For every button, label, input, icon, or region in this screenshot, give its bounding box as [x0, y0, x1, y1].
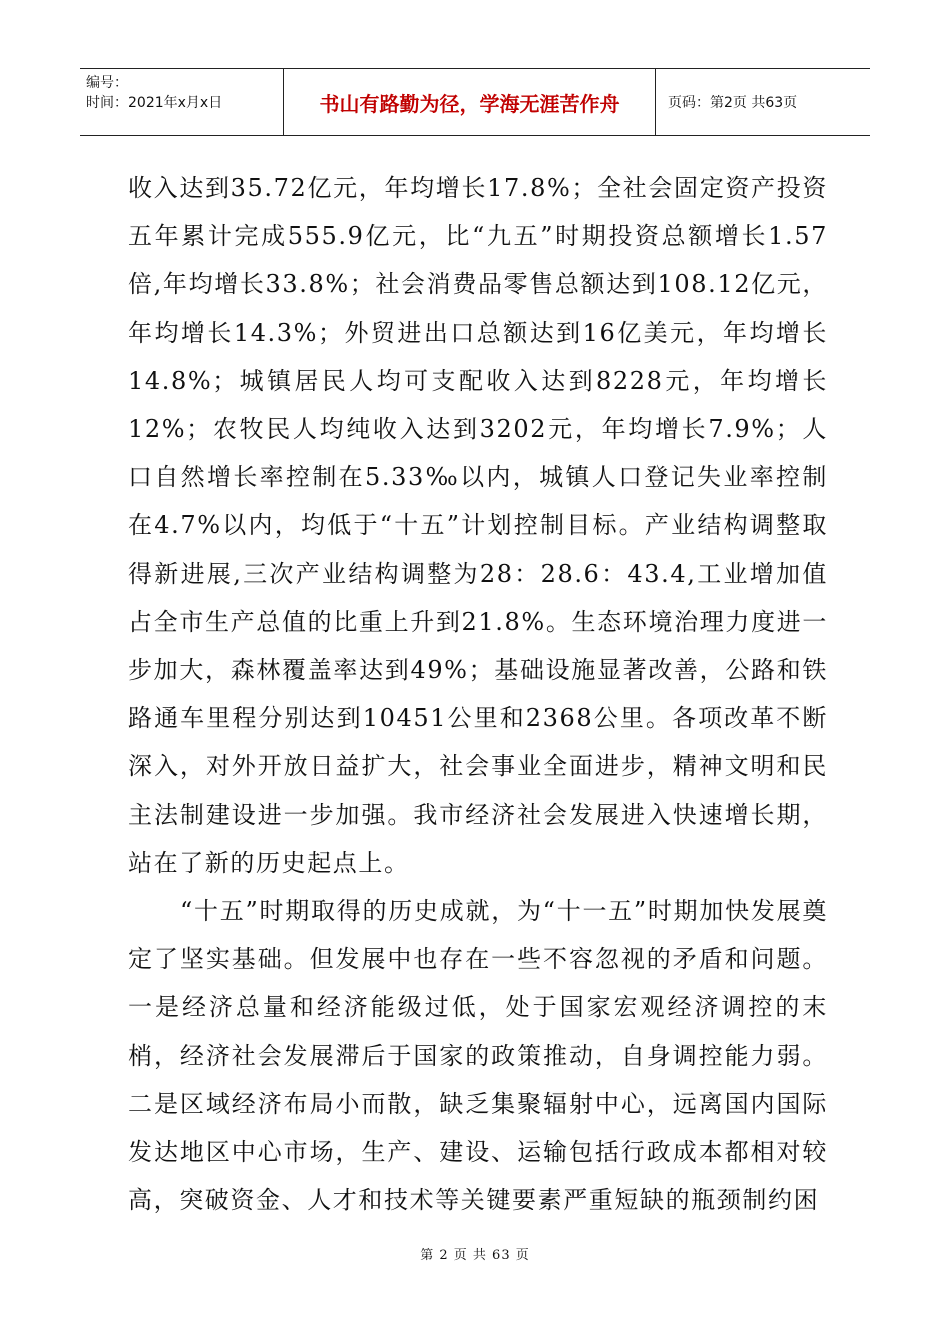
header-page-info: 页码：第2页 共63页 [668, 95, 798, 111]
paragraph-continued: 收入达到35.72亿元，年均增长17.8%；全社会固定资产投资五年累计完成555.9亿元，比“九五”时期投资总额增长1.57倍,年均增长33.8%；社会消费品零售总额达到108.12亿元，年均增长14.3%；外贸进出口总额达到16亿美元，年均增长14.8%；城镇居民人均可支配收入达到8228元，年均增长12%；农牧民人均纯收入达到3202元，年均增长7.9%；人口自然增长率控制在5.33‰以内，城镇人口登记失业率控制在4.7%以内，均低于“十五”计划控制目标。产业结构调整取得新进展,三次产业结构调整为28：28.6：43.4,工业增加值占全市生产总值的比重上升到21.8%。生态环境治理力度进一步加大，森林覆盖率达到49%；基础设施显著改善，公路和铁路通车里程分别达到10451公里和2368公里。各项改革不断深入，对外开放日益扩大，社会事业全面进步，精神文明和民主法制建设进一步加强。我市经济社会发展进入快速增长期，站在了新的历史起点上。 [128, 174, 828, 877]
page-footer: 第 2 页 共 63 页 [420, 1248, 530, 1263]
document-time-label: 时间：2021年x月x日 [86, 95, 223, 111]
document-number-label: 编号： [86, 75, 128, 91]
header-meta [80, 69, 284, 135]
document-body [128, 164, 828, 1224]
paragraph: “十五”时期取得的历史成就，为“十一五”时期加快发展奠定了坚实基础。但发展中也存在一些不容忽视的矛盾和问题。一是经济总量和经济能级过低，处于国家宏观经济调控的末梢，经济社会发展滞后于国家的政策推动，自身调控能力弱。二是区域经济布局小而散，缺乏集聚辐射中心，远离国内国际发达地区中心市场，生产、建设、运输包括行政成本都相对较高，突破资金、人才和技术等关键要素严重短缺的瓶颈制约困 [128, 897, 828, 1215]
page-header [80, 68, 870, 136]
header-motto: 书山有路勤为径，学海无涯苦作舟 [284, 69, 656, 135]
